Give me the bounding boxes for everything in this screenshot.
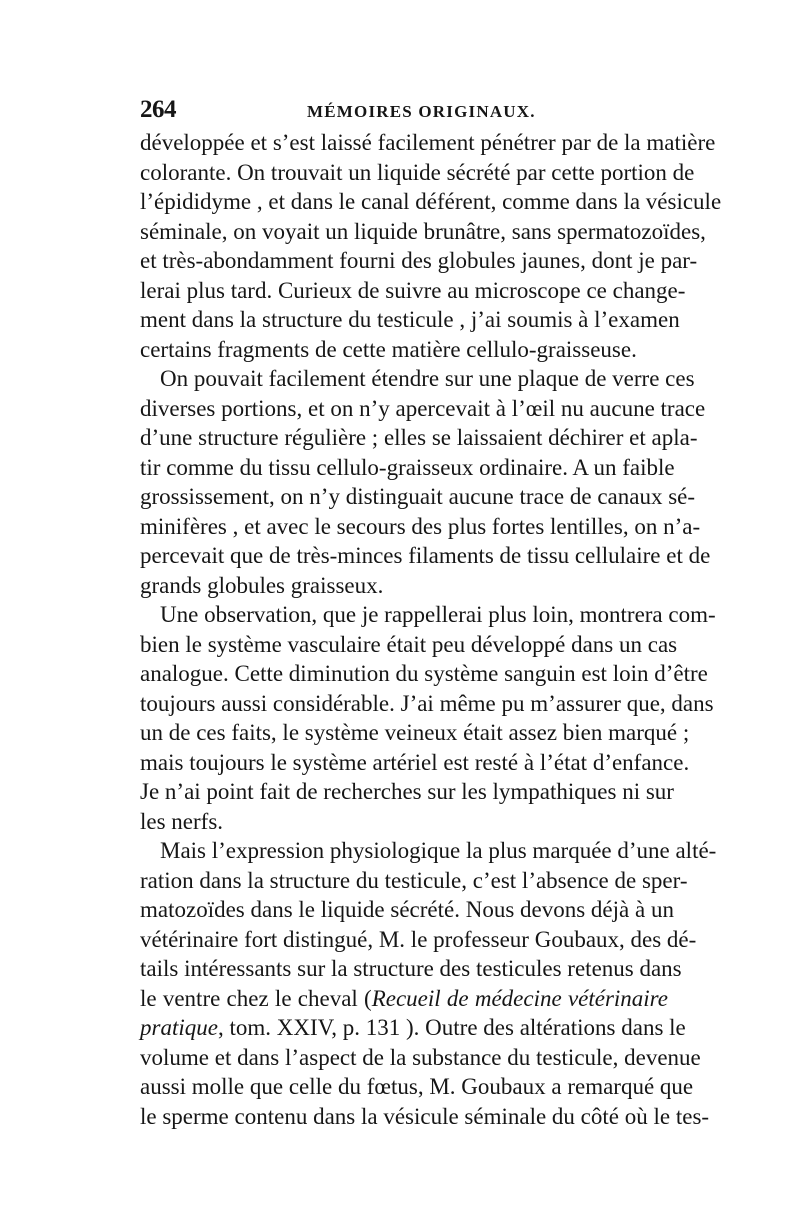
text-line: grands globules graisseux. — [140, 573, 384, 598]
paragraph-start: On pouvait facilement étendre sur une plaque de verre ces — [160, 366, 695, 391]
text-line: minifères , et avec le secours des plus fortes lentilles, on n’a- — [140, 514, 701, 539]
paragraph-start: Une observation, que je rappellerai plus loin, montrera com- — [160, 602, 716, 627]
text-line: matozoïdes dans le liquide sécrété. Nous devons déjà à un — [140, 897, 674, 922]
text-line: d’une structure régulière ; elles se laissaient déchirer et apla- — [140, 425, 698, 450]
text-line: le sperme contenu dans la vésicule séminale du côté où le tes- — [140, 1104, 710, 1129]
text-line: vétérinaire fort distingué, M. le professeur Goubaux, des dé- — [140, 927, 697, 952]
citation-line — [140, 1013, 686, 1043]
text-line: grossissement, on n’y distinguait aucune trace de canaux sé- — [140, 484, 696, 509]
text-line: bien le système vasculaire était peu développé dans un cas — [140, 632, 678, 657]
journal-title: Recueil de médecine vétérinaire — [371, 986, 668, 1011]
text-line: tails intéressants sur la structure des testicules retenus dans — [140, 956, 682, 981]
text-line: un de ces faits, le système veineux était assez bien marqué ; — [140, 720, 690, 745]
text-line: analogue. Cette diminution du système sanguin est loin d’être — [140, 661, 708, 686]
text-line: séminale, on voyait un liquide brunâtre, sans spermatozoïdes, — [140, 219, 706, 244]
text-line: colorante. On trouvait un liquide sécrété par cette portion de — [140, 160, 695, 185]
citation-line — [140, 984, 668, 1014]
text-line: lerai plus tard. Curieux de suivre au microscope ce change- — [140, 278, 686, 303]
text-line: aussi molle que celle du fœtus, M. Goubaux a remarqué que — [140, 1074, 694, 1099]
text-line: développée et s’est laissé facilement pénétrer par de la matière — [140, 130, 716, 155]
text-line: percevait que de très-minces filaments de tissu cellulaire et de — [140, 543, 711, 568]
page-number: 264 — [140, 96, 176, 123]
text-line: mais toujours le système artériel est resté à l’état d’enfance. — [140, 750, 690, 775]
text-line: ration dans la structure du testicule, c’est l’absence de sper- — [140, 868, 688, 893]
page-header — [140, 96, 668, 126]
text-line: toujours aussi considérable. J’ai même pu m’assurer que, dans — [140, 691, 714, 716]
text-line: diverses portions, et on n’y apercevait à l’œil nu aucune trace — [140, 396, 706, 421]
paragraph-start: Mais l’expression physiologique la plus marquée d’une alté- — [160, 838, 717, 863]
text-line: et très-abondamment fourni des globules jaunes, dont je par- — [140, 248, 698, 273]
text-line: Je n’ai point fait de recherches sur les lympathiques ni sur — [140, 779, 674, 804]
citation-before: le ventre chez le cheval ( — [140, 986, 372, 1011]
text-line: ment dans la structure du testicule , j’ai soumis à l’examen — [140, 307, 680, 332]
text-line: les nerfs. — [140, 809, 224, 834]
journal-title-end: pratique — [140, 1015, 218, 1040]
text-line: l’épididyme , et dans le canal déférent, comme dans la vésicule — [140, 189, 722, 214]
text-line: certains fragments de cette matière cellulo-graisseuse. — [140, 337, 637, 362]
running-head: MÉMOIRES ORIGINAUX. — [307, 102, 536, 121]
citation-after: , tom. XXIV, p. 131 ). Outre des altérations dans le — [217, 1015, 686, 1040]
text-line: tir comme du tissu cellulo-graisseux ordinaire. A un faible — [140, 455, 675, 480]
text-line: volume et dans l’aspect de la substance du testicule, devenue — [140, 1045, 701, 1070]
